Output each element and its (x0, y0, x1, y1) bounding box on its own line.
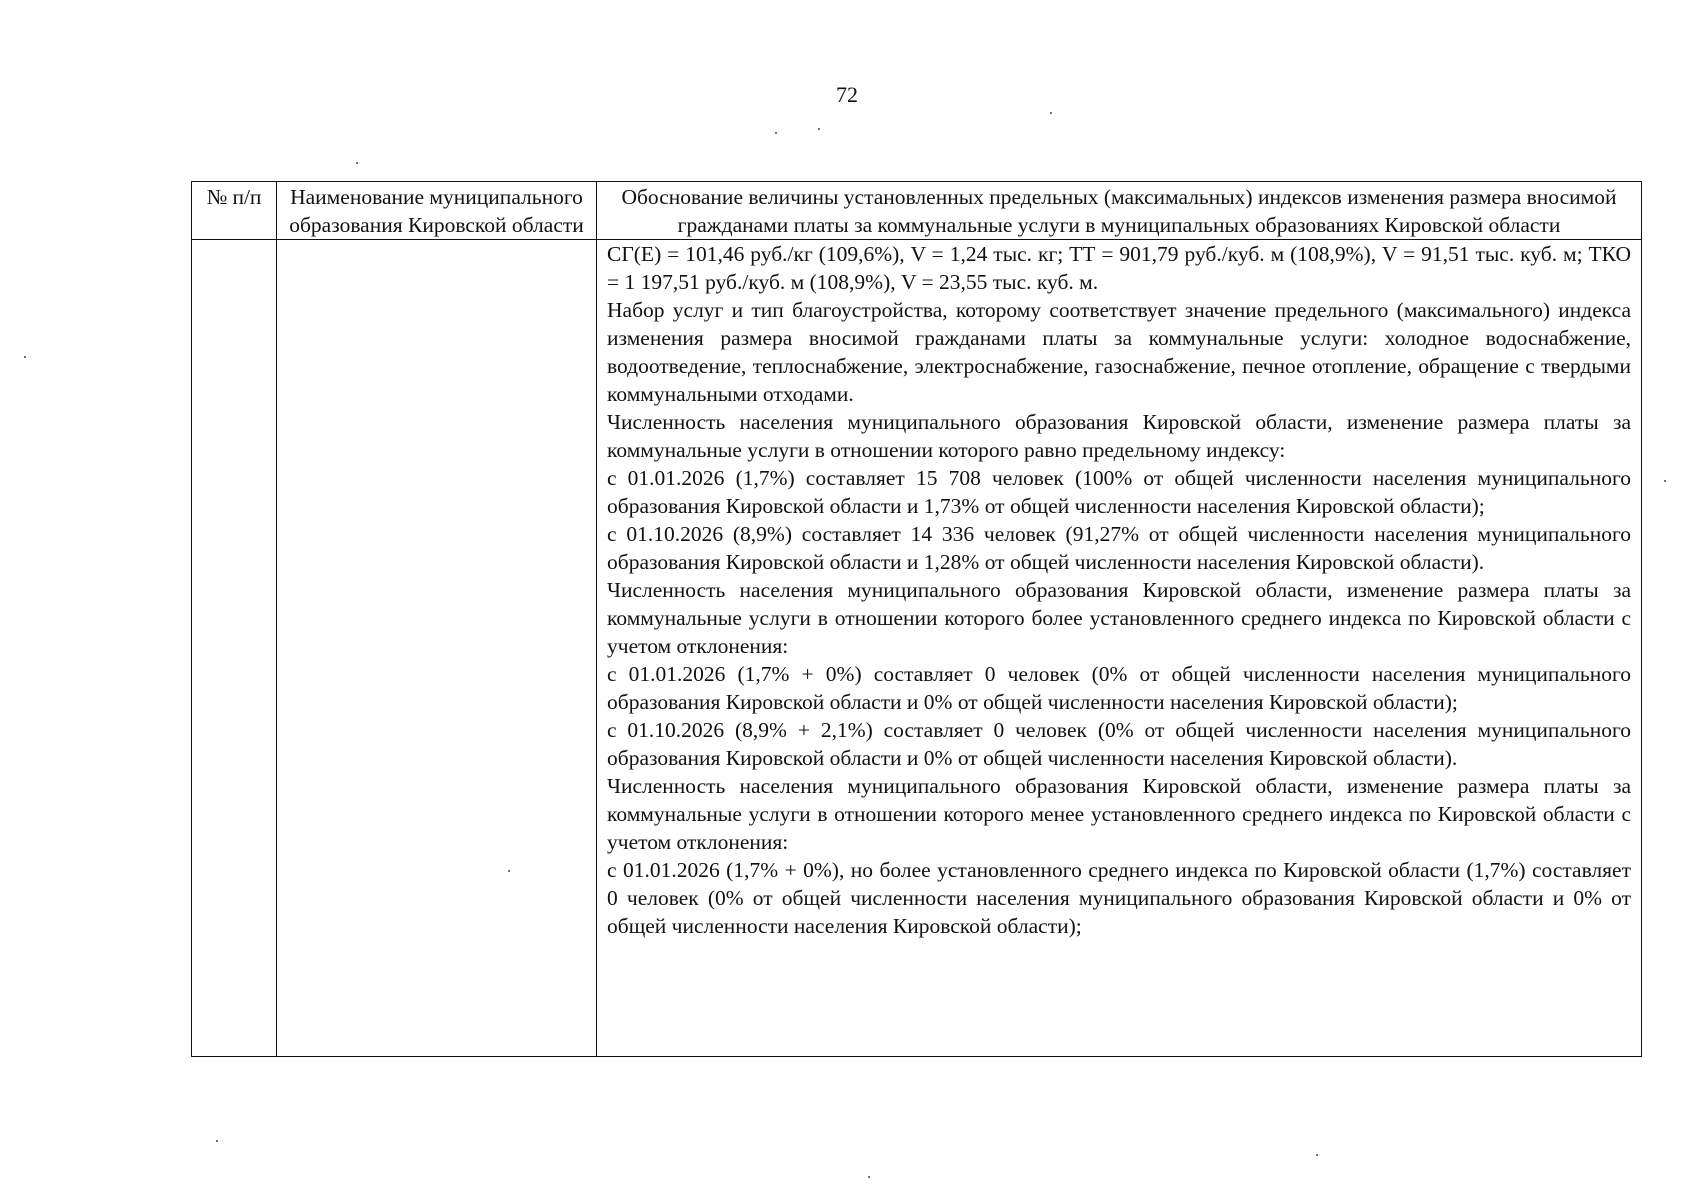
table-header-row (192, 182, 1642, 240)
population-above-index-heading: Численность населения муниципального образования Кировской области, изменение размера платы за коммунальные услуги в отношении которого более установленного среднего индекса по Кировской области с учетом отклонения: (607, 578, 1631, 658)
scan-speck (1664, 480, 1666, 482)
scan-speck (508, 870, 510, 872)
population-below-2026-01: с 01.01.2026 (1,7% + 0%), но более установленного среднего индекса по Кировской области (1,7%) составляет 0 человек (0% от общей численности населения муниципального образования Кировской области и 0% от общей численности населения Кировской области); (607, 858, 1631, 938)
row-number-cell (192, 240, 277, 1057)
page-number: 72 (836, 82, 858, 107)
population-above-2026-01: с 01.01.2026 (1,7% + 0%) составляет 0 человек (0% от общей численности населения муниципального образования Кировской области и 0% от общей численности населения Кировской области); (607, 662, 1631, 714)
scan-speck (868, 1176, 870, 1178)
scan-speck (216, 1140, 218, 1142)
tariff-values-paragraph: СГ(Е) = 101,46 руб./кг (109,6%), V = 1,24 тыс. кг; ТТ = 901,79 руб./куб. м (108,9%), V = 91,51 тыс. куб. м; ТКО = 1 197,51 руб./куб. м (108,9%), V = 23,55 тыс. куб. м. (607, 242, 1631, 294)
scan-speck (1316, 1154, 1318, 1156)
scan-speck (24, 356, 26, 358)
population-equal-2026-10: с 01.10.2026 (8,9%) составляет 14 336 человек (91,27% от общей численности населения муниципального образования Кировской области и 1,28% от общей численности населения Кировской области). (607, 522, 1631, 574)
scan-speck (818, 128, 820, 130)
services-set-paragraph: Набор услуг и тип благоустройства, которому соответствует значение предельного (максимального) индекса изменения размера вносимой гражданами платы за коммунальные услуги: холодное водоснабжение, водоотведение, теплоснабжение, электроснабжение, газоснабжение, печное отопление, обращение с твердыми коммунальными отходами. (607, 298, 1631, 406)
header-municipality-name: Наименование муниципального образования Кировской области (277, 182, 597, 240)
population-below-index-heading: Численность населения муниципального образования Кировской области, изменение размера платы за коммунальные услуги в отношении которого менее установленного среднего индекса по Кировской области с учетом отклонения: (607, 774, 1631, 854)
scan-speck (1050, 112, 1052, 114)
row-justification-cell (597, 240, 1642, 1057)
row-municipality-cell (277, 240, 597, 1057)
population-equal-2026-01: с 01.01.2026 (1,7%) составляет 15 708 человек (100% от общей численности населения муниципального образования Кировской области и 1,73% от общей численности населения Кировской области); (607, 466, 1631, 518)
index-justification-table (191, 181, 1642, 1057)
population-equal-index-heading: Численность населения муниципального образования Кировской области, изменение размера платы за коммунальные услуги в отношении которого равно предельному индексу: (607, 410, 1631, 462)
scan-speck (356, 162, 358, 164)
population-above-2026-10: с 01.10.2026 (8,9% + 2,1%) составляет 0 человек (0% от общей численности населения муниципального образования Кировской области и 0% от общей численности населения Кировской области). (607, 718, 1631, 770)
header-number: № п/п (192, 182, 277, 240)
table-row (192, 240, 1642, 1057)
scan-speck (775, 132, 777, 134)
header-justification: Обоснование величины установленных предельных (максимальных) индексов изменения размера вносимой гражданами платы за коммунальные услуги в муниципальных образованиях Кировской области (597, 182, 1642, 240)
